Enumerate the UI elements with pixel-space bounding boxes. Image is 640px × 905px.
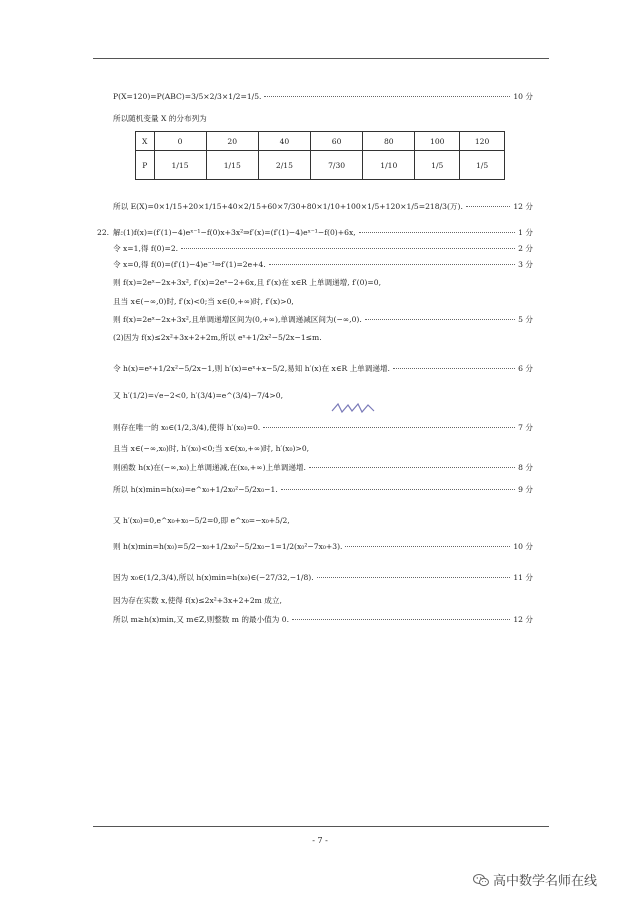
dot-leader bbox=[263, 426, 515, 428]
expectation-text: 所以 E(X)=0×1/15+20×1/15+40×2/15+60×7/30+80×1/10+100×1/5+120×1/5=218/3(万). bbox=[113, 201, 463, 211]
top-rule bbox=[93, 58, 549, 59]
dot-leader bbox=[359, 231, 515, 233]
score-label: 10 分 bbox=[513, 91, 533, 101]
dist-title: 所以随机变量 X 的分布列为 bbox=[113, 114, 207, 123]
dot-leader bbox=[181, 247, 515, 249]
score-label: 6 分 bbox=[518, 363, 533, 373]
p-label-cell: P bbox=[136, 151, 155, 180]
solution-text: 又 h′(1/2)=√e−2<0, h′(3/4)=e^(3/4)−7/4>0, bbox=[113, 390, 283, 400]
watermark bbox=[473, 870, 597, 889]
watermark-text: 高中数学名师在线 bbox=[493, 874, 598, 889]
dot-leader bbox=[317, 576, 511, 578]
dot-leader bbox=[281, 488, 515, 490]
score-label: 10 分 bbox=[513, 541, 533, 551]
dot-leader bbox=[292, 618, 510, 620]
p-cell: 1/15 bbox=[206, 151, 258, 180]
table-row-p bbox=[136, 151, 505, 180]
p-cell: 1/5 bbox=[460, 151, 505, 180]
score-label: 7 分 bbox=[518, 422, 533, 432]
px120-line bbox=[113, 89, 533, 103]
solution-line bbox=[113, 420, 533, 434]
solution-line bbox=[113, 294, 533, 308]
distribution-table bbox=[135, 131, 505, 180]
solution-line bbox=[113, 460, 533, 474]
score-label: 1 分 bbox=[518, 227, 533, 237]
solution-text: 令 x=0,得 f(0)=(f′(1)−4)e⁻¹⇒f′(1)=2e+4. bbox=[113, 259, 266, 269]
solution-line bbox=[113, 241, 533, 255]
solution-text: 因为存在实数 x,使得 f(x)≤2x²+3x+2+2m 成立, bbox=[113, 595, 282, 605]
score-label: 12 分 bbox=[513, 201, 533, 211]
solution-line bbox=[113, 225, 533, 239]
score-label: 8 分 bbox=[518, 462, 533, 472]
solution-line bbox=[113, 312, 533, 326]
solution-text: 解:(1)f(x)=(f′(1)−4)eˣ⁻¹−f(0)x+3x²⇒f′(x)=(f′(1)−4)eˣ⁻¹−f(0)+6x, bbox=[113, 227, 356, 237]
solution-line bbox=[113, 361, 533, 375]
solution-line bbox=[113, 388, 533, 402]
dot-leader bbox=[309, 466, 515, 468]
x-cell: 80 bbox=[363, 132, 415, 151]
bottom-rule bbox=[93, 826, 549, 827]
dot-leader bbox=[466, 205, 510, 207]
x-cell: 120 bbox=[460, 132, 505, 151]
solution-line bbox=[113, 482, 533, 496]
dot-leader bbox=[365, 318, 515, 320]
solution-line bbox=[113, 539, 533, 553]
solution-line bbox=[113, 257, 533, 271]
expectation-line bbox=[113, 199, 533, 213]
score-label: 9 分 bbox=[518, 484, 533, 494]
dot-leader bbox=[345, 545, 510, 547]
stamp-mark bbox=[330, 401, 378, 415]
solution-text: 则 h(x)min=h(x₀)=5/2−x₀+1/2x₀²−5/2x₀−1=1/2(x₀²−7x₀+3). bbox=[113, 541, 343, 551]
solution-line bbox=[113, 513, 533, 527]
solution-text: 所以 m≥h(x)min,又 m∈Z,则整数 m 的最小值为 0. bbox=[113, 614, 290, 624]
score-label: 2 分 bbox=[518, 243, 533, 253]
solution-text: 因为 x₀∈(1/2,3/4),所以 h(x)min=h(x₀)∈(−27/32,−1/8). bbox=[113, 572, 314, 582]
p-cell: 1/10 bbox=[363, 151, 415, 180]
solution-text: 且当 x∈(−∞,x₀)时, h′(x₀)<0;当 x∈(x₀,+∞)时, h′(x₀)>0, bbox=[113, 443, 310, 453]
table-row-x bbox=[136, 132, 505, 151]
solution-text: 则 f(x)=2eˣ−2x+3x², f′(x)=2eˣ−2+6x,且 f′(x)在 x∈R 上单调递增, f′(0)=0, bbox=[113, 277, 381, 287]
solution-text: 所以 h(x)min=h(x₀)=e^x₀+1/2x₀²−5/2x₀−1. bbox=[113, 484, 278, 494]
p-cell: 2/15 bbox=[258, 151, 310, 180]
solution-text: 又 h′(x₀)=0,e^x₀+x₀−5/2=0,即 e^x₀=−x₀+5/2, bbox=[113, 515, 290, 525]
score-label: 11 分 bbox=[513, 572, 533, 582]
score-label: 5 分 bbox=[518, 314, 533, 324]
x-cell: 0 bbox=[154, 132, 206, 151]
solution-text: 令 h(x)=eˣ+1/2x²−5/2x−1,则 h′(x)=eˣ+x−5/2,易知 h′(x)在 x∈R 上单调递增. bbox=[113, 363, 390, 373]
solution-text: (2)因为 f(x)≤2x²+3x+2+2m,所以 eˣ+1/2x²−5/2x−1≤m. bbox=[113, 332, 322, 342]
x-cell: 60 bbox=[311, 132, 363, 151]
wechat-icon bbox=[473, 873, 489, 887]
x-label-cell: X bbox=[136, 132, 155, 151]
x-cell: 100 bbox=[415, 132, 460, 151]
x-cell: 40 bbox=[258, 132, 310, 151]
score-label: 12 分 bbox=[513, 614, 533, 624]
solution-line bbox=[113, 330, 533, 344]
solution-line bbox=[113, 441, 533, 455]
solution-line bbox=[113, 570, 533, 584]
score-label: 3 分 bbox=[518, 259, 533, 269]
question-number: 22. bbox=[97, 228, 110, 237]
solution-text: 且当 x∈(−∞,0)时, f′(x)<0;当 x∈(0,+∞)时, f′(x)>0, bbox=[113, 296, 294, 306]
p-cell: 1/5 bbox=[415, 151, 460, 180]
solution-text: 则 f(x)=2eˣ−2x+3x²,且单调递增区间为(0,+∞),单调递减区间为(−∞,0). bbox=[113, 314, 362, 324]
p-cell: 7/30 bbox=[311, 151, 363, 180]
solution-line bbox=[113, 612, 533, 626]
page-number: - 7 - bbox=[312, 836, 328, 845]
solution-line bbox=[113, 275, 533, 289]
p-cell: 1/15 bbox=[154, 151, 206, 180]
solution-text: 令 x=1,得 f(0)=2. bbox=[113, 243, 179, 253]
solution-line bbox=[113, 593, 533, 607]
dot-leader bbox=[393, 367, 515, 369]
solution-text: 则存在唯一的 x₀∈(1/2,3/4),使得 h′(x₀)=0. bbox=[113, 422, 261, 432]
solution-text: 则函数 h(x)在(−∞,x₀)上单调递减,在(x₀,+∞)上单调递增. bbox=[113, 462, 306, 472]
dot-leader bbox=[269, 263, 515, 265]
dot-leader bbox=[264, 95, 510, 97]
x-cell: 20 bbox=[206, 132, 258, 151]
px120-text: P(X=120)=P(ABC)=3/5×2/3×1/2=1/5. bbox=[113, 91, 262, 101]
